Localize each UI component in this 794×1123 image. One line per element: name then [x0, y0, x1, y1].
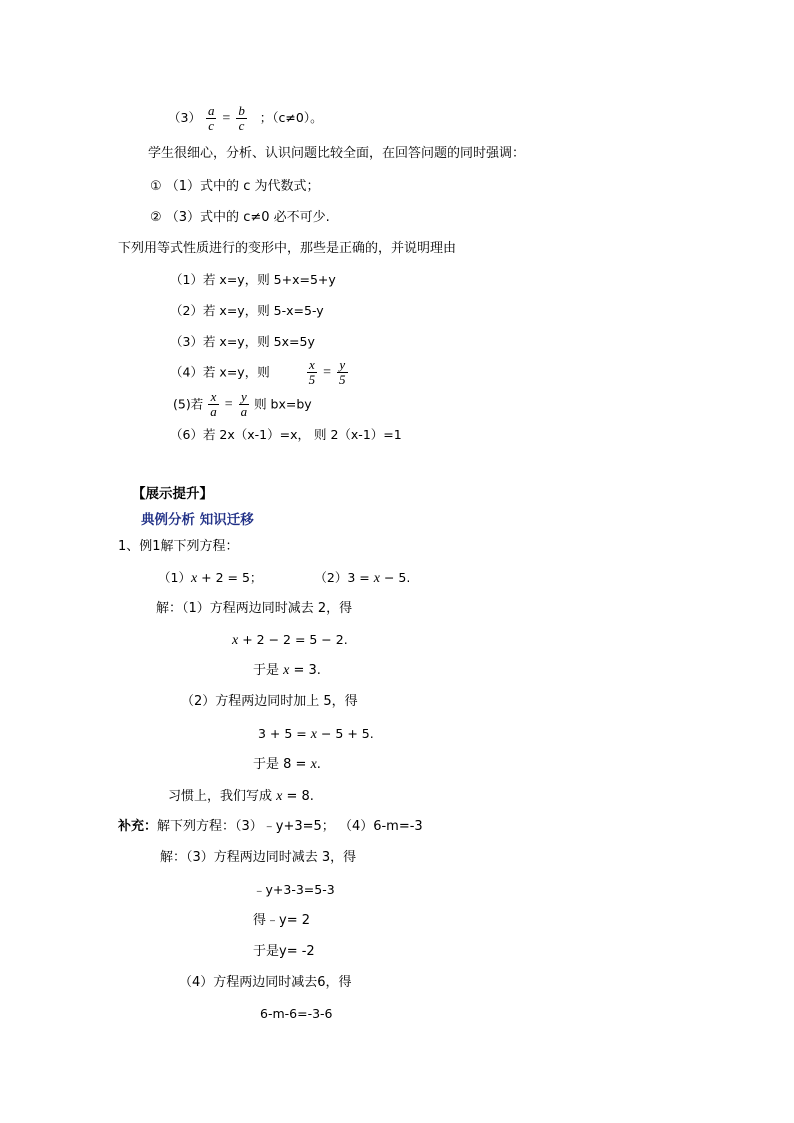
- solution-2-step-1: （2）方程两边同时加上 5，得: [181, 694, 358, 709]
- example-intro: 1、例1解下列方程：: [118, 539, 239, 554]
- solution-3-step-1: 解：（3）方程两边同时减去 3，得: [160, 850, 357, 865]
- item-prefix: （3）: [168, 110, 201, 125]
- example-equations: （1）x + 2 = 5； （2）3 = x − 5.: [158, 570, 411, 586]
- solution-4-step-1: （4）方程两边同时减去6，得: [179, 975, 352, 990]
- fraction-x-over-5: $\frac{x}{5}$: [308, 357, 316, 387]
- exercise-item-6: （6）若 2x（x-1）=x， 则 2（x-1）=1: [170, 427, 402, 442]
- solution-4-step-2: 6-m-6=-3-6: [260, 1006, 333, 1021]
- solution-2-convention: 习惯上，我们写成 x = 8.: [168, 789, 314, 804]
- supplement-label: 补充：: [118, 819, 158, 834]
- emphasis-point-2: ② （3）式中的 c≠0 必不可少.: [150, 210, 330, 225]
- equation-item-3: [168, 104, 323, 133]
- solution-1-result: 于是 x = 3.: [253, 663, 321, 678]
- exercise-item-4: （4）若 x=y，则 $\frac{x}{5}$ = $\frac{y}{5}$: [170, 357, 346, 387]
- fraction-x-over-a: $\frac{x}{a}$: [210, 389, 217, 419]
- fraction-y-over-a: $\frac{y}{a}$: [240, 389, 248, 419]
- section-subtitle: 典例分析 知识迁移: [141, 512, 254, 528]
- solution-2-result: 于是 8 = x.: [253, 757, 321, 772]
- solution-3-result: 于是y= -2: [253, 944, 315, 959]
- solution-3-step-3: 得﹣y= 2: [253, 913, 310, 928]
- fraction-a-over-c: $\frac{a}{c}$: [207, 103, 215, 133]
- item-suffix: ；（c≠0）。: [259, 110, 323, 125]
- teacher-note: 学生很细心，分析、认识问题比较全面，在回答问题的同时强调：: [148, 146, 526, 161]
- exercise-item-3: （3）若 x=y，则 5x=5y: [170, 334, 315, 349]
- solution-2-step-2: 3 + 5 = x − 5 + 5.: [258, 726, 374, 742]
- supplement-line: 补充：解下列方程：（3）﹣y+3=5； （4）6-m=-3: [118, 819, 423, 834]
- solution-1-step-1: 解：（1）方程两边同时减去 2，得: [156, 601, 353, 616]
- fraction-y-over-5: $\frac{y}{5}$: [339, 357, 346, 387]
- equals-sign: =: [222, 110, 231, 126]
- solution-1-step-2: x + 2 − 2 = 5 − 2.: [232, 632, 348, 648]
- fraction-b-over-c: $\frac{b}{c}$: [238, 103, 245, 133]
- solution-3-step-2: ﹣y+3-3=5-3: [253, 882, 335, 897]
- exercise-item-5: (5)若 $\frac{x}{a}$ = $\frac{y}{a}$ 则 bx=by: [173, 389, 312, 419]
- exercise-question: 下列用等式性质进行的变形中，那些是正确的，并说明理由: [118, 241, 457, 256]
- exercise-item-1: （1）若 x=y，则 5+x=5+y: [170, 272, 336, 287]
- section-title: 【展示提升】: [132, 486, 213, 502]
- exercise-item-2: （2）若 x=y，则 5-x=5-y: [170, 303, 324, 318]
- emphasis-point-1: ① （1）式中的 c 为代数式；: [150, 179, 320, 194]
